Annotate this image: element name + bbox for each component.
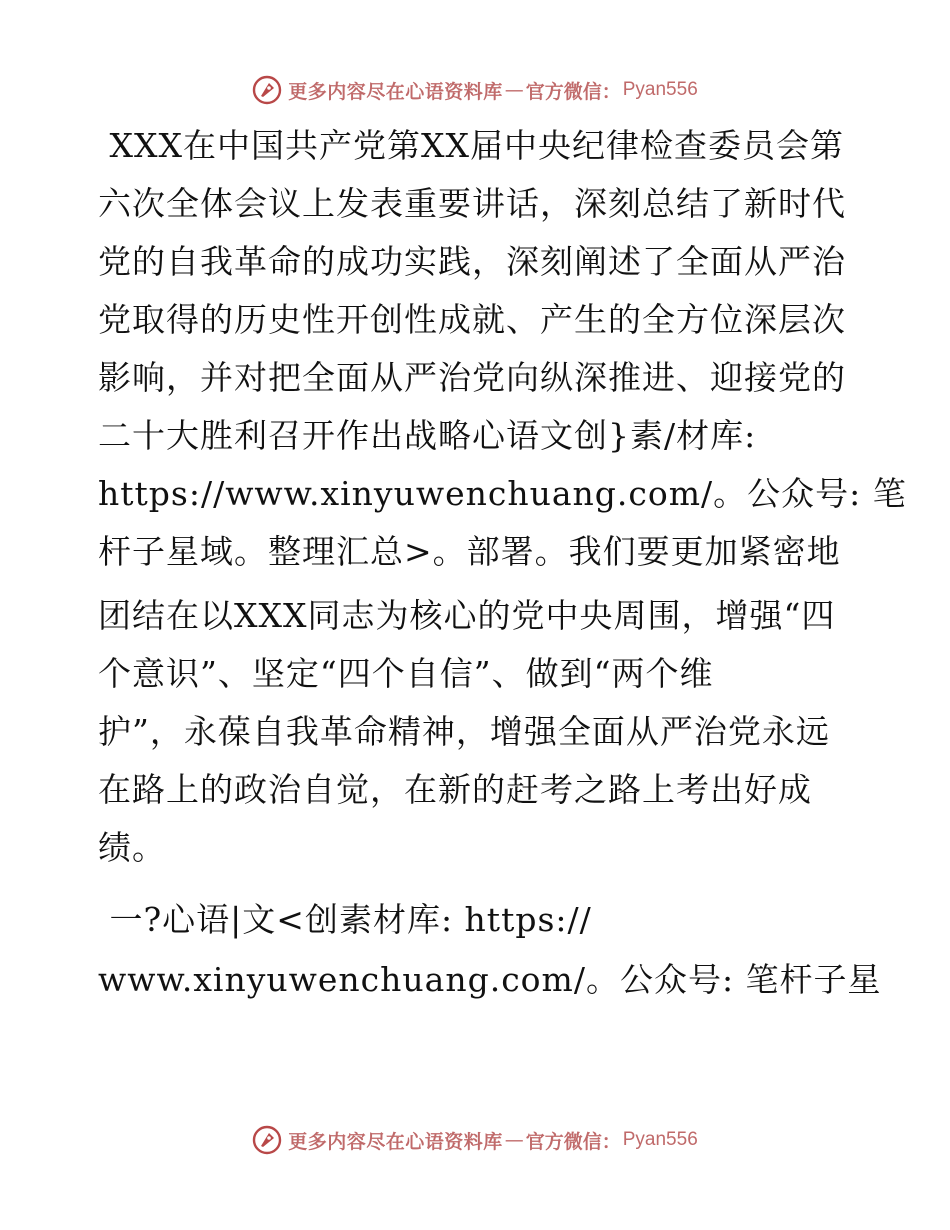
body-line: 个意识”、坚定“四个自信”、做到“两个维 bbox=[98, 654, 714, 693]
body-line: 二十大胜利召开作出战略心语文创}素/材库: bbox=[98, 416, 757, 455]
banner-separator: — bbox=[504, 1129, 524, 1151]
body-line: XXX在中国共产党第XX届中央纪律检查委员会第 bbox=[98, 126, 844, 165]
body-line: 影响，并对把全面从严治党向纵深推进、迎接党的 bbox=[98, 358, 846, 397]
body-line: 党取得的历史性开创性成就、产生的全方位深层次 bbox=[98, 300, 846, 339]
pen-nib-icon bbox=[252, 1125, 282, 1155]
pen-nib-icon bbox=[252, 75, 282, 105]
body-line: 护”，永葆自我革命精神，增强全面从严治党永远 bbox=[98, 712, 830, 751]
body-line: 在路上的政治自觉，在新的赶考之路上考出好成 bbox=[98, 770, 812, 809]
banner-title: 更多内容尽在心语资料库 bbox=[288, 80, 503, 103]
body-line: www.xinyuwenchuang.com/。公众号: 笔杆子星 bbox=[98, 960, 882, 999]
body-line: 杆子星域。整理汇总>。部署。我们要更加紧密地 bbox=[98, 532, 841, 571]
banner-wechat-id: Pyan556 bbox=[622, 79, 698, 100]
banner-separator: — bbox=[504, 79, 524, 101]
header-watermark-banner bbox=[0, 70, 950, 110]
body-line: 党的自我革命的成功实践，深刻阐述了全面从严治 bbox=[98, 242, 846, 281]
body-line: https://www.xinyuwenchuang.com/。公众号: 笔 bbox=[98, 474, 907, 513]
body-line: 一?心语|文<创素材库: https:// bbox=[98, 900, 592, 939]
banner-title: 更多内容尽在心语资料库 bbox=[288, 1130, 503, 1153]
body-line: 团结在以XXX同志为核心的党中央周围，增强“四 bbox=[98, 596, 836, 635]
body-line: 六次全体会议上发表重要讲话，深刻总结了新时代 bbox=[98, 184, 846, 223]
footer-watermark-banner bbox=[0, 1120, 950, 1160]
body-line: 绩。 bbox=[98, 828, 166, 867]
banner-wechat-id: Pyan556 bbox=[622, 1129, 698, 1150]
banner-official-label: 官方微信： bbox=[525, 80, 621, 103]
banner-official-label: 官方微信： bbox=[525, 1130, 621, 1153]
